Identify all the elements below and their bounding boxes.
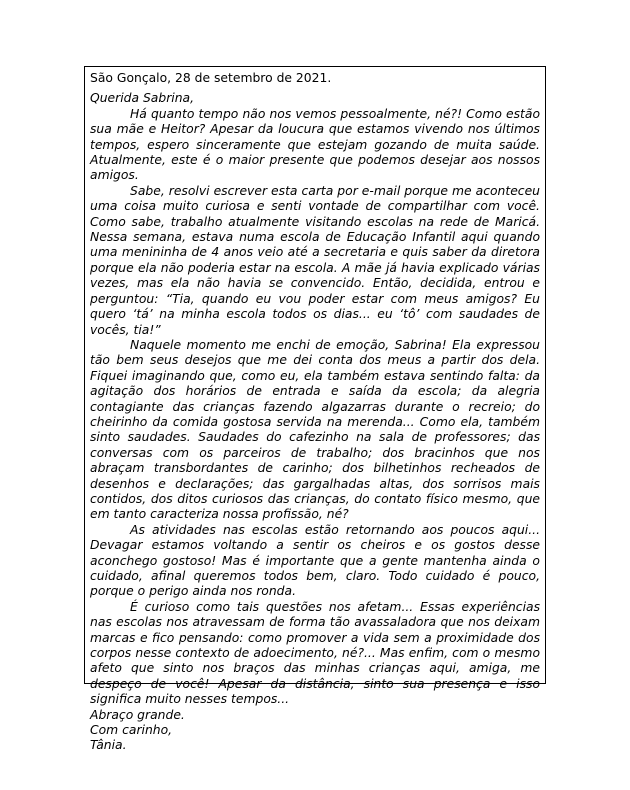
letter-paragraph-2: Sabe, resolvi escrever esta carta por e-mail porque me aconteceu uma coisa muito curiosa e senti vontade de compartilhar com você. Como sabe, trabalho atualmente visitando escolas na rede de Maricá. Nessa semana, estava numa escola de Educação Infantil aqui quando uma menininha de 4 anos veio até a secretaria e quis saber da diretora porque ela não poderia estar na escola. A mãe já havia explicado várias vezes, mas ela não havia se convencido. Então, decidida, entrou e perguntou: “Tia, quando eu vou poder estar com meus amigos? Eu quero ‘tá’ na minha escola todos os dias... eu ‘tô’ com saudades de vocês, tia!”	[90, 183, 540, 337]
letter-signature: Tânia.	[90, 738, 127, 753]
letter-salutation: Querida Sabrina,	[90, 91, 195, 106]
letter-closing-greeting: Abraço grande.	[90, 707, 185, 722]
letter-paragraph-4: As atividades nas escolas estão retornando aos poucos aqui... Devagar estamos voltando a sentir os cheiros e os gostos desse aconchego gostoso! Mas é importante que a gente mantenha ainda o cuidado, afinal queremos todos bem, claro. Todo cuidado é pouco, porque o perigo ainda nos ronda.	[90, 522, 540, 599]
letter-paragraph-1: Há quanto tempo não nos vemos pessoalmente, né?! Como estão sua mãe e Heitor? Apesar da loucura que estamos vivendo nos últimos tempos, espero sinceramente que estejam gozando de muita saúde. Atualmente, este é o maior presente que podemos desejar aos nossos amigos.	[90, 106, 540, 183]
letter-body	[90, 91, 540, 753]
letter-paragraph-3: Naquele momento me enchi de emoção, Sabrina! Ela expressou tão bem seus desejos que me dei conta dos meus a partir dos dela. Fiquei imaginando que, como eu, ela também estava sentindo falta: da agitação dos horários de entrada e saída da escola; da alegria contagiante das crianças fazendo algazarras durante o recreio; do cheirinho da comida gostosa servida na merenda... Como ela, também sinto saudades. Saudades do cafezinho na sala de professores; das conversas com os parceiros de trabalho; dos bracinhos que nos abraçam transbordantes de carinho; dos bilhetinhos recheados de desenhos e declarações; das gargalhadas altas, dos sorrisos mais contidos, dos ditos curiosos das crianças, do contato físico mesmo, que em tanto caracteriza nossa profissão, né?	[90, 337, 540, 522]
letter-closing-phrase: Com carinho,	[90, 723, 173, 738]
letter-box	[84, 66, 546, 753]
letter-paragraph-5: É curioso como tais questões nos afetam... Essas experiências nas escolas nos atravessam de forma tão avassaladora que nos deixam marcas e fico pensando: como promover a vida sem a proximidade dos corpos nesse contexto de adoecimento, né?... Mas enfim, com o mesmo afeto que sinto nos braços das minhas crianças aqui, amiga, me despeço de você! Apesar da distância, sinto sua presença e isso significa muito nesses tempos...	[90, 599, 540, 707]
letter-date-line: São Gonçalo, 28 de setembro de 2021.	[90, 71, 332, 85]
